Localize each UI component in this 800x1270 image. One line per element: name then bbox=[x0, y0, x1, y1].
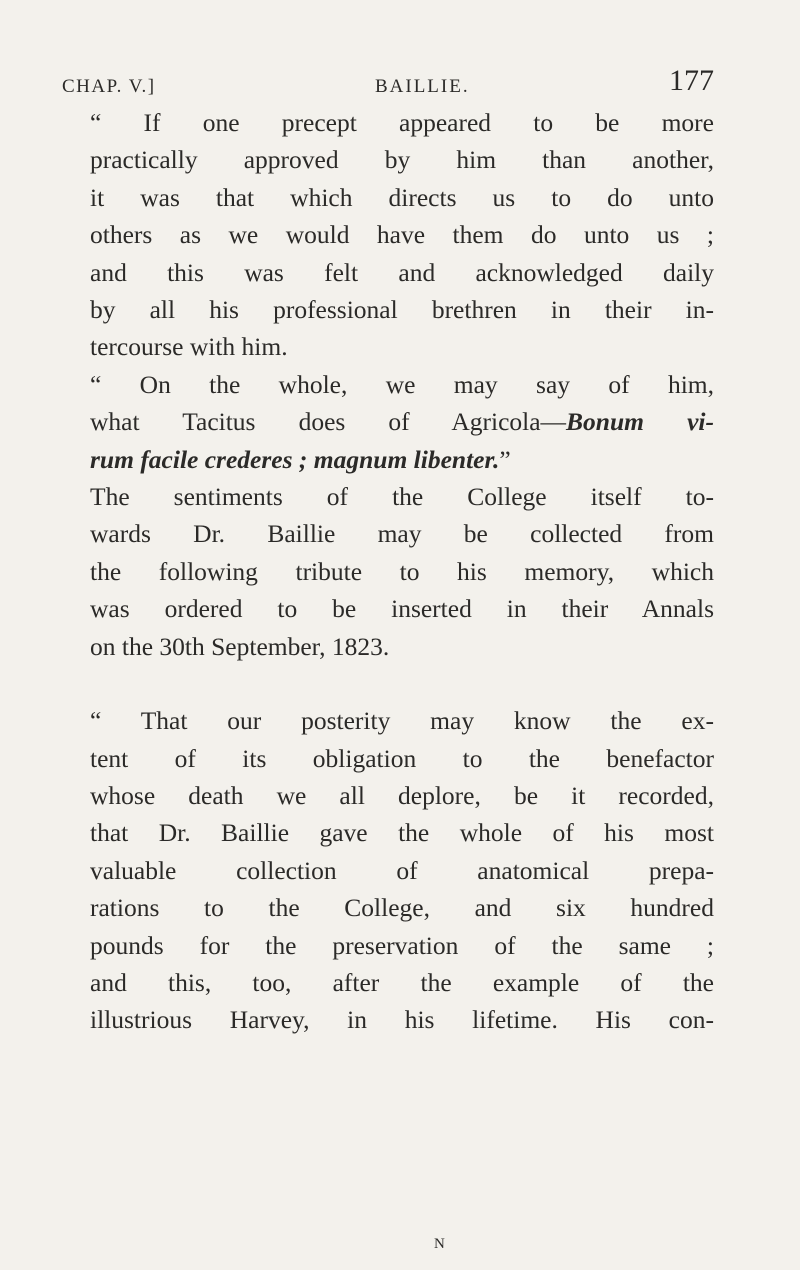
text-line bbox=[62, 403, 714, 440]
text-line: valuable collection of anatomical prepa- bbox=[90, 855, 714, 885]
text-line: others as we would have them do unto us ; bbox=[90, 220, 714, 250]
text-line: wards Dr. Baillie may be collected from bbox=[90, 519, 714, 549]
body-text bbox=[62, 104, 714, 1039]
signature-mark: N bbox=[434, 1236, 446, 1252]
text-line bbox=[62, 441, 714, 478]
text-line: it was that which directs us to do unto bbox=[90, 182, 714, 212]
text-run: ” bbox=[499, 444, 511, 474]
paragraph-college bbox=[62, 478, 714, 665]
text-line: by all his professional brethren in their in- bbox=[90, 295, 714, 325]
text-line: the following tribute to his memory, which bbox=[90, 556, 714, 586]
text-line: and this, too, after the example of the bbox=[90, 967, 714, 997]
latin-quote: rum facile crederes ; magnum libenter. bbox=[90, 444, 500, 474]
running-title: BAILLIE. bbox=[374, 76, 470, 97]
text-line: tercourse with him. bbox=[90, 332, 288, 362]
text-line: pounds for the preservation of the same ; bbox=[90, 930, 714, 960]
running-header bbox=[62, 58, 714, 98]
text-line: and this was felt and acknowledged daily bbox=[90, 257, 714, 287]
page-number: 177 bbox=[669, 64, 714, 97]
text-line: was ordered to be inserted in their Annals bbox=[90, 594, 714, 624]
text-line: that Dr. Baillie gave the whole of his most bbox=[90, 818, 714, 848]
text-line: “ If one precept appeared to be more bbox=[90, 108, 714, 137]
paragraph-tribute bbox=[62, 702, 714, 1039]
chapter-label: CHAP. V.] bbox=[62, 76, 156, 97]
text-line: “ That our posterity may know the ex- bbox=[90, 706, 714, 736]
paragraph-precept bbox=[62, 104, 714, 366]
text-line: on the 30th September, 1823. bbox=[90, 631, 390, 661]
text-line: whose death we all deplore, be it recorded, bbox=[90, 780, 714, 810]
text-line: tent of its obligation to the benefactor bbox=[90, 743, 714, 773]
text-line: “ On the whole, we may say of him, bbox=[90, 369, 714, 399]
text-line: The sentiments of the College itself to- bbox=[90, 482, 714, 512]
text-line: rations to the College, and six hundred bbox=[90, 893, 714, 923]
text-line: illustrious Harvey, in his lifetime. His con- bbox=[90, 1005, 714, 1035]
paragraph-tacitus bbox=[62, 366, 714, 478]
paragraph-gap bbox=[62, 665, 714, 702]
text-line: practically approved by him than another, bbox=[90, 145, 714, 175]
text-run: what Tacitus does of Agricola— bbox=[90, 407, 567, 437]
latin-quote: Bonum vi- bbox=[566, 407, 714, 437]
